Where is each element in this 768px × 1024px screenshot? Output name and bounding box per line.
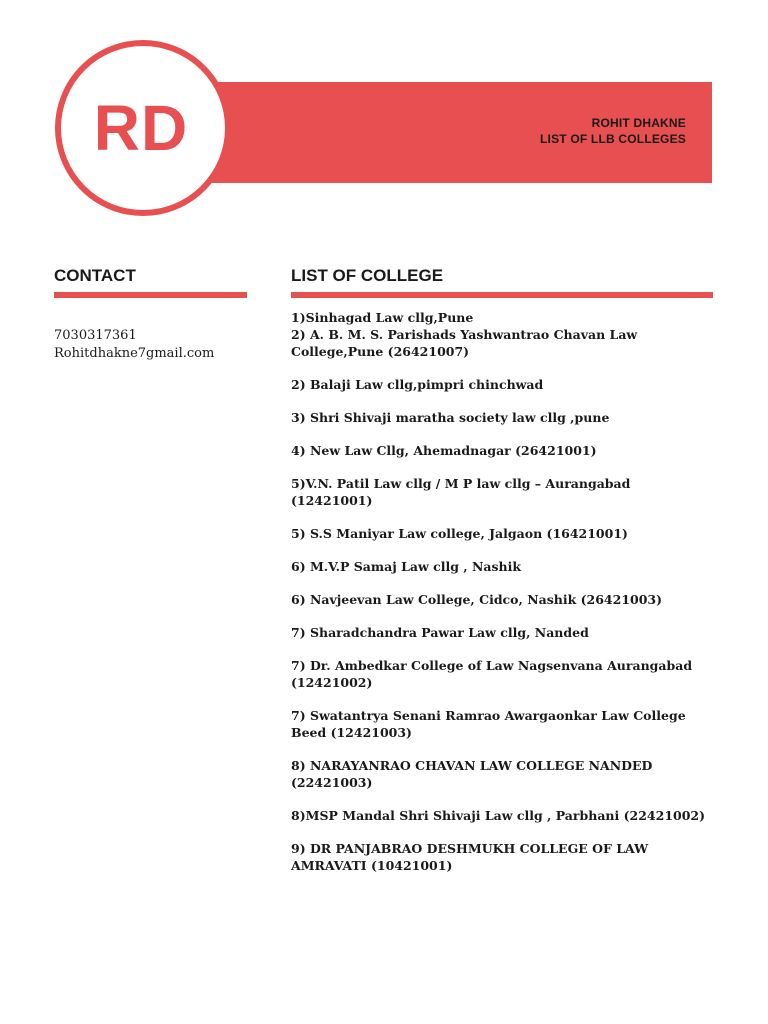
list-item: 9) DR PANJABRAO DESHMUKH COLLEGE OF LAW AMRAVATI (10421001) xyxy=(291,841,649,873)
list-item: 6) Navjeevan Law College, Cidco, Nashik (26421003) xyxy=(291,592,663,607)
list-item: 2) A. B. M. S. Parishads Yashwantrao Chavan Law College,Pune (26421007) xyxy=(291,327,638,359)
author-name: ROHIT DHAKNE xyxy=(591,116,686,130)
college-list-heading: LIST OF COLLEGE xyxy=(291,266,444,285)
list-item: 7) Swatantrya Senani Ramrao Awargaonkar Law College Beed (12421003) xyxy=(291,708,686,740)
list-item: 8)MSP Mandal Shri Shivaji Law cllg , Parbhani (22421002) xyxy=(291,808,706,823)
list-item: 8) NARAYANRAO CHAVAN LAW COLLEGE NANDED (22421003) xyxy=(291,758,653,790)
college-list-divider xyxy=(291,292,713,298)
contact-info xyxy=(54,327,214,363)
document-subtitle: LIST OF LLB COLLEGES xyxy=(540,132,686,146)
list-item: 6) M.V.P Samaj Law cllg , Nashik xyxy=(291,559,522,574)
monogram: RD xyxy=(93,92,189,164)
college-list xyxy=(291,309,716,890)
contact-email: Rohitdhakne7gmail.com xyxy=(54,346,215,361)
list-item: 2) Balaji Law cllg,pimpri chinchwad xyxy=(291,377,544,392)
contact-phone: 7030317361 xyxy=(54,328,137,343)
list-item: 7) Sharadchandra Pawar Law cllg, Nanded xyxy=(291,625,589,640)
banner-text xyxy=(540,115,686,147)
list-item: 3) Shri Shivaji maratha society law cllg ,pune xyxy=(291,410,610,425)
list-item: 5)V.N. Patil Law cllg / M P law cllg – Aurangabad (12421001) xyxy=(291,476,631,508)
header-banner xyxy=(180,82,712,183)
list-item: 5) S.S Maniyar Law college, Jalgaon (16421001) xyxy=(291,526,628,541)
list-item: 7) Dr. Ambedkar College of Law Nagsenvana Aurangabad (12421002) xyxy=(291,658,693,690)
list-item: 4) New Law Cllg, Ahemadnagar (26421001) xyxy=(291,443,597,458)
list-item: 1)Sinhagad Law cllg,Pune xyxy=(291,310,474,325)
contact-divider xyxy=(54,292,247,298)
contact-heading: CONTACT xyxy=(54,266,136,285)
monogram-circle xyxy=(55,40,231,216)
